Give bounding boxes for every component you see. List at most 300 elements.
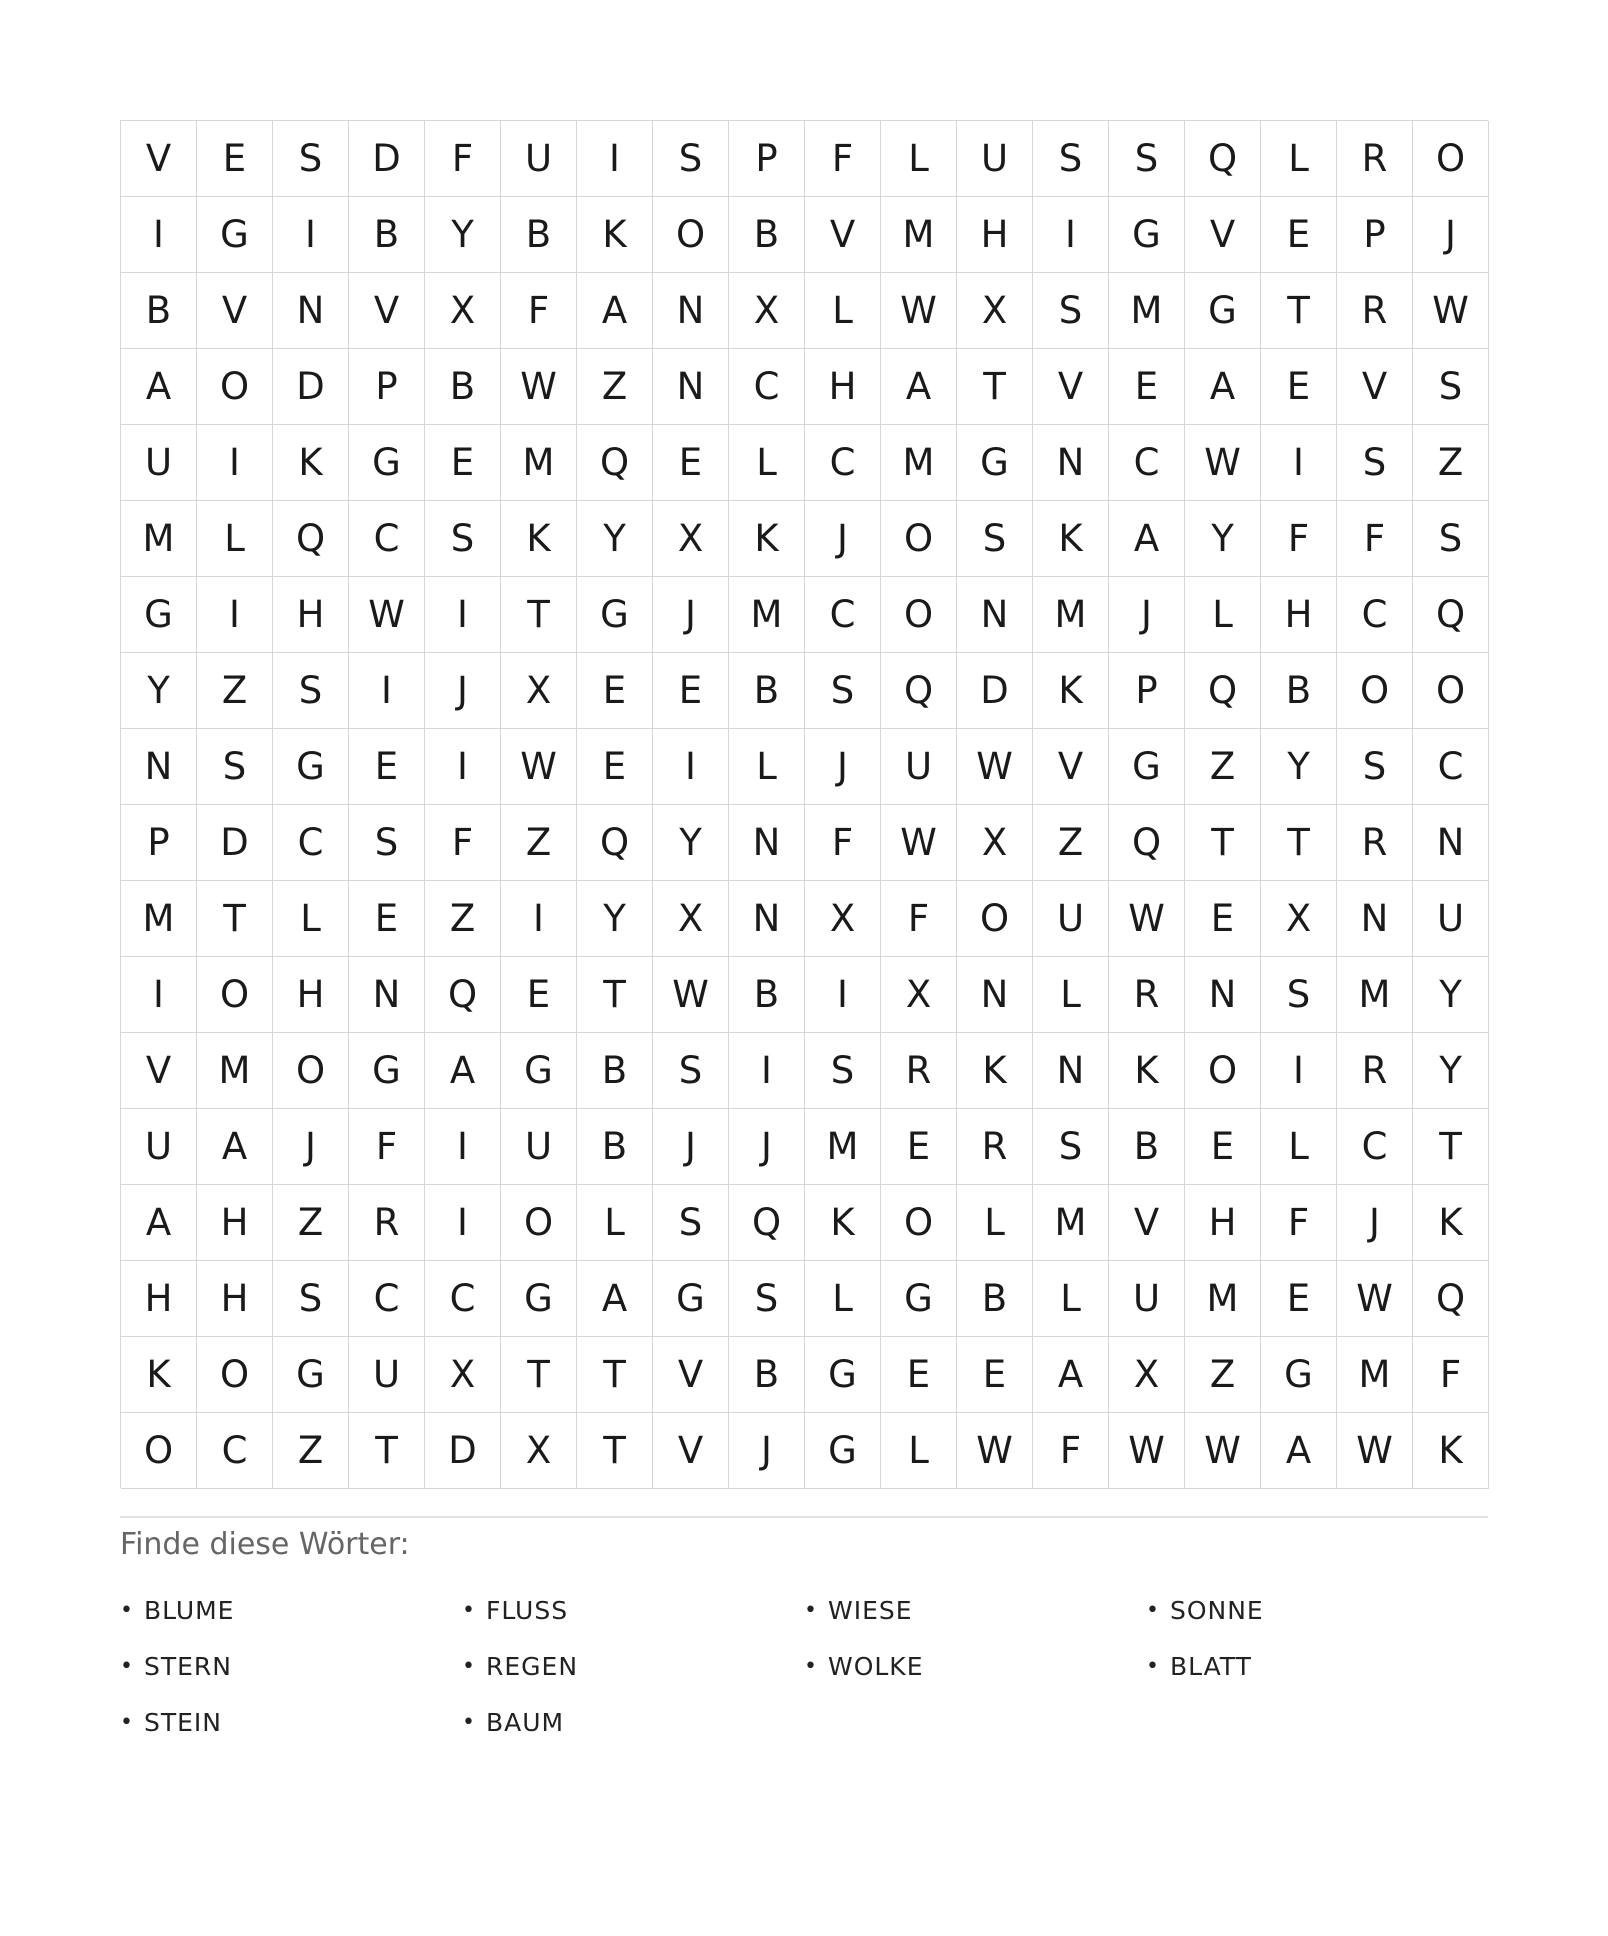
grid-cell[interactable]: B [1109,1109,1185,1185]
grid-cell[interactable]: H [957,197,1033,273]
grid-cell[interactable]: X [1261,881,1337,957]
grid-cell[interactable]: T [501,577,577,653]
grid-cell[interactable]: B [957,1261,1033,1337]
grid-cell[interactable]: Y [1413,1033,1489,1109]
grid-cell[interactable]: Q [425,957,501,1033]
grid-cell[interactable]: S [1033,273,1109,349]
grid-cell[interactable]: X [653,501,729,577]
grid-cell[interactable]: C [349,1261,425,1337]
grid-cell[interactable]: C [805,425,881,501]
grid-cell[interactable]: O [1337,653,1413,729]
grid-cell[interactable]: J [425,653,501,729]
grid-cell[interactable]: H [1261,577,1337,653]
grid-cell[interactable]: M [1337,1337,1413,1413]
grid-cell[interactable]: F [1413,1337,1489,1413]
grid-cell[interactable]: F [1261,1185,1337,1261]
grid-cell[interactable]: L [805,1261,881,1337]
grid-cell[interactable]: M [197,1033,273,1109]
grid-cell[interactable]: L [729,425,805,501]
grid-cell[interactable]: Z [273,1185,349,1261]
grid-cell[interactable]: F [805,121,881,197]
grid-cell[interactable]: Q [1109,805,1185,881]
grid-cell[interactable]: S [653,1185,729,1261]
grid-cell[interactable]: A [425,1033,501,1109]
grid-cell[interactable]: I [121,957,197,1033]
grid-cell[interactable]: W [957,1413,1033,1489]
grid-cell[interactable]: K [1413,1413,1489,1489]
grid-cell[interactable]: H [273,577,349,653]
grid-cell[interactable]: Z [197,653,273,729]
grid-cell[interactable]: I [729,1033,805,1109]
grid-cell[interactable]: M [121,881,197,957]
grid-cell[interactable]: C [1337,577,1413,653]
grid-cell[interactable]: F [881,881,957,957]
grid-cell[interactable]: U [957,121,1033,197]
grid-cell[interactable]: H [197,1185,273,1261]
grid-cell[interactable]: S [1033,1109,1109,1185]
grid-cell[interactable]: I [425,577,501,653]
grid-cell[interactable]: A [1033,1337,1109,1413]
grid-cell[interactable]: M [729,577,805,653]
grid-cell[interactable]: S [425,501,501,577]
grid-cell[interactable]: E [1261,349,1337,425]
grid-cell[interactable]: R [349,1185,425,1261]
grid-cell[interactable]: N [729,805,805,881]
grid-cell[interactable]: W [1185,1413,1261,1489]
grid-cell[interactable]: S [197,729,273,805]
grid-cell[interactable]: G [349,425,425,501]
grid-cell[interactable]: W [501,729,577,805]
grid-cell[interactable]: H [805,349,881,425]
grid-cell[interactable]: V [197,273,273,349]
grid-cell[interactable]: M [1185,1261,1261,1337]
grid-cell[interactable]: V [1033,349,1109,425]
grid-cell[interactable]: Z [1413,425,1489,501]
grid-cell[interactable]: Z [273,1413,349,1489]
grid-cell[interactable]: O [1413,653,1489,729]
grid-cell[interactable]: L [957,1185,1033,1261]
grid-cell[interactable]: L [729,729,805,805]
grid-cell[interactable]: E [1261,1261,1337,1337]
grid-cell[interactable]: M [121,501,197,577]
grid-cell[interactable]: S [653,121,729,197]
grid-cell[interactable]: F [1033,1413,1109,1489]
grid-cell[interactable]: C [349,501,425,577]
grid-cell[interactable]: F [425,805,501,881]
grid-cell[interactable]: X [425,1337,501,1413]
grid-cell[interactable]: T [349,1413,425,1489]
grid-cell[interactable]: I [425,1185,501,1261]
grid-cell[interactable]: C [1337,1109,1413,1185]
grid-cell[interactable]: U [881,729,957,805]
grid-cell[interactable]: U [121,1109,197,1185]
grid-cell[interactable]: G [1109,729,1185,805]
grid-cell[interactable]: L [1033,957,1109,1033]
grid-cell[interactable]: L [1185,577,1261,653]
grid-cell[interactable]: V [1109,1185,1185,1261]
grid-cell[interactable]: D [197,805,273,881]
grid-cell[interactable]: S [1109,121,1185,197]
grid-cell[interactable]: T [577,1413,653,1489]
grid-cell[interactable]: I [197,425,273,501]
grid-cell[interactable]: V [1033,729,1109,805]
grid-cell[interactable]: L [1261,1109,1337,1185]
grid-cell[interactable]: I [273,197,349,273]
grid-cell[interactable]: E [957,1337,1033,1413]
grid-cell[interactable]: E [1109,349,1185,425]
grid-cell[interactable]: Q [273,501,349,577]
grid-cell[interactable]: O [653,197,729,273]
grid-cell[interactable]: N [121,729,197,805]
grid-cell[interactable]: E [653,653,729,729]
grid-cell[interactable]: M [1337,957,1413,1033]
grid-cell[interactable]: L [1033,1261,1109,1337]
grid-cell[interactable]: D [349,121,425,197]
grid-cell[interactable]: R [881,1033,957,1109]
grid-cell[interactable]: N [1337,881,1413,957]
grid-cell[interactable]: G [1109,197,1185,273]
grid-cell[interactable]: X [501,653,577,729]
grid-cell[interactable]: C [1413,729,1489,805]
grid-cell[interactable]: G [805,1413,881,1489]
grid-cell[interactable]: A [577,1261,653,1337]
grid-cell[interactable]: T [1413,1109,1489,1185]
grid-cell[interactable]: F [501,273,577,349]
grid-cell[interactable]: S [805,1033,881,1109]
grid-cell[interactable]: O [881,501,957,577]
grid-cell[interactable]: R [1337,1033,1413,1109]
grid-cell[interactable]: D [957,653,1033,729]
grid-cell[interactable]: Z [501,805,577,881]
grid-cell[interactable]: K [273,425,349,501]
grid-cell[interactable]: E [349,729,425,805]
grid-cell[interactable]: Y [577,501,653,577]
grid-cell[interactable]: W [1337,1261,1413,1337]
grid-cell[interactable]: I [653,729,729,805]
grid-cell[interactable]: N [1413,805,1489,881]
grid-cell[interactable]: O [1185,1033,1261,1109]
grid-cell[interactable]: I [197,577,273,653]
grid-cell[interactable]: E [349,881,425,957]
grid-cell[interactable]: B [501,197,577,273]
grid-cell[interactable]: S [805,653,881,729]
grid-cell[interactable]: N [957,577,1033,653]
grid-cell[interactable]: Q [577,805,653,881]
grid-cell[interactable]: R [1337,273,1413,349]
grid-cell[interactable]: L [881,1413,957,1489]
grid-cell[interactable]: G [197,197,273,273]
grid-cell[interactable]: J [653,1109,729,1185]
grid-cell[interactable]: O [501,1185,577,1261]
grid-cell[interactable]: K [1109,1033,1185,1109]
grid-cell[interactable]: I [425,729,501,805]
grid-cell[interactable]: C [273,805,349,881]
grid-cell[interactable]: G [1185,273,1261,349]
grid-cell[interactable]: K [1033,653,1109,729]
grid-cell[interactable]: O [197,349,273,425]
grid-cell[interactable]: S [1337,425,1413,501]
grid-cell[interactable]: Y [1261,729,1337,805]
grid-cell[interactable]: H [273,957,349,1033]
grid-cell[interactable]: M [881,425,957,501]
grid-cell[interactable]: K [1033,501,1109,577]
grid-cell[interactable]: E [1185,881,1261,957]
grid-cell[interactable]: Z [1185,729,1261,805]
grid-cell[interactable]: R [1337,121,1413,197]
grid-cell[interactable]: O [197,1337,273,1413]
grid-cell[interactable]: Q [1185,121,1261,197]
grid-cell[interactable]: A [577,273,653,349]
grid-cell[interactable]: S [1413,349,1489,425]
grid-cell[interactable]: Y [653,805,729,881]
grid-cell[interactable]: E [1261,197,1337,273]
grid-cell[interactable]: K [577,197,653,273]
grid-cell[interactable]: J [729,1109,805,1185]
grid-cell[interactable]: W [1185,425,1261,501]
grid-cell[interactable]: S [273,121,349,197]
grid-cell[interactable]: N [349,957,425,1033]
grid-cell[interactable]: I [425,1109,501,1185]
grid-cell[interactable]: G [273,1337,349,1413]
grid-cell[interactable]: S [273,1261,349,1337]
grid-cell[interactable]: W [881,805,957,881]
grid-cell[interactable]: N [957,957,1033,1033]
grid-cell[interactable]: X [501,1413,577,1489]
grid-cell[interactable]: M [881,197,957,273]
grid-cell[interactable]: E [197,121,273,197]
grid-cell[interactable]: H [197,1261,273,1337]
grid-cell[interactable]: N [273,273,349,349]
grid-cell[interactable]: Y [425,197,501,273]
grid-cell[interactable]: F [1337,501,1413,577]
grid-cell[interactable]: B [577,1033,653,1109]
grid-cell[interactable]: W [349,577,425,653]
grid-cell[interactable]: B [729,1337,805,1413]
grid-cell[interactable]: W [881,273,957,349]
grid-cell[interactable]: W [1109,881,1185,957]
grid-cell[interactable]: U [1033,881,1109,957]
grid-cell[interactable]: P [729,121,805,197]
grid-cell[interactable]: K [729,501,805,577]
grid-cell[interactable]: X [425,273,501,349]
grid-cell[interactable]: S [1337,729,1413,805]
grid-cell[interactable]: I [577,121,653,197]
grid-cell[interactable]: J [653,577,729,653]
grid-cell[interactable]: H [1185,1185,1261,1261]
grid-cell[interactable]: A [1261,1413,1337,1489]
grid-cell[interactable]: T [577,1337,653,1413]
grid-cell[interactable]: I [349,653,425,729]
grid-cell[interactable]: Z [425,881,501,957]
grid-cell[interactable]: A [1185,349,1261,425]
grid-cell[interactable]: N [653,273,729,349]
grid-cell[interactable]: Q [577,425,653,501]
grid-cell[interactable]: W [957,729,1033,805]
grid-cell[interactable]: B [349,197,425,273]
grid-cell[interactable]: L [805,273,881,349]
grid-cell[interactable]: G [577,577,653,653]
grid-cell[interactable]: E [501,957,577,1033]
grid-cell[interactable]: B [425,349,501,425]
grid-cell[interactable]: Q [729,1185,805,1261]
grid-cell[interactable]: S [1413,501,1489,577]
grid-cell[interactable]: A [197,1109,273,1185]
grid-cell[interactable]: Z [1185,1337,1261,1413]
grid-cell[interactable]: V [805,197,881,273]
grid-cell[interactable]: J [729,1413,805,1489]
grid-cell[interactable]: T [501,1337,577,1413]
grid-cell[interactable]: L [577,1185,653,1261]
grid-cell[interactable]: F [349,1109,425,1185]
grid-cell[interactable]: X [653,881,729,957]
grid-cell[interactable]: T [1261,273,1337,349]
grid-cell[interactable]: K [1413,1185,1489,1261]
grid-cell[interactable]: O [881,1185,957,1261]
grid-cell[interactable]: I [1033,197,1109,273]
grid-cell[interactable]: S [1261,957,1337,1033]
grid-cell[interactable]: G [653,1261,729,1337]
grid-cell[interactable]: F [425,121,501,197]
grid-cell[interactable]: T [1185,805,1261,881]
grid-cell[interactable]: R [957,1109,1033,1185]
grid-cell[interactable]: I [805,957,881,1033]
grid-cell[interactable]: E [881,1109,957,1185]
grid-cell[interactable]: Z [577,349,653,425]
grid-cell[interactable]: G [881,1261,957,1337]
grid-cell[interactable]: V [1337,349,1413,425]
grid-cell[interactable]: E [425,425,501,501]
grid-cell[interactable]: T [577,957,653,1033]
grid-cell[interactable]: N [1185,957,1261,1033]
grid-cell[interactable]: D [425,1413,501,1489]
grid-cell[interactable]: O [881,577,957,653]
grid-cell[interactable]: J [805,501,881,577]
grid-cell[interactable]: B [121,273,197,349]
grid-cell[interactable]: K [805,1185,881,1261]
grid-cell[interactable]: I [121,197,197,273]
grid-cell[interactable]: V [653,1413,729,1489]
grid-cell[interactable]: Q [881,653,957,729]
grid-cell[interactable]: K [121,1337,197,1413]
grid-cell[interactable]: P [349,349,425,425]
grid-cell[interactable]: G [501,1033,577,1109]
grid-cell[interactable]: A [1109,501,1185,577]
grid-cell[interactable]: B [729,957,805,1033]
grid-cell[interactable]: O [957,881,1033,957]
grid-cell[interactable]: M [1033,577,1109,653]
grid-cell[interactable]: S [957,501,1033,577]
grid-cell[interactable]: G [1261,1337,1337,1413]
grid-cell[interactable]: V [121,1033,197,1109]
grid-cell[interactable]: O [197,957,273,1033]
grid-cell[interactable]: W [501,349,577,425]
grid-cell[interactable]: C [425,1261,501,1337]
grid-cell[interactable]: L [1261,121,1337,197]
grid-cell[interactable]: E [653,425,729,501]
grid-cell[interactable]: K [501,501,577,577]
grid-cell[interactable]: W [1413,273,1489,349]
grid-cell[interactable]: Q [1413,577,1489,653]
grid-cell[interactable]: Y [1413,957,1489,1033]
grid-cell[interactable]: Z [1033,805,1109,881]
grid-cell[interactable]: U [349,1337,425,1413]
grid-cell[interactable]: I [501,881,577,957]
grid-cell[interactable]: G [121,577,197,653]
grid-cell[interactable]: Y [121,653,197,729]
grid-cell[interactable]: P [1109,653,1185,729]
grid-cell[interactable]: M [501,425,577,501]
grid-cell[interactable]: N [1033,1033,1109,1109]
grid-cell[interactable]: I [1261,425,1337,501]
grid-cell[interactable]: U [1109,1261,1185,1337]
grid-cell[interactable]: L [197,501,273,577]
grid-cell[interactable]: V [653,1337,729,1413]
grid-cell[interactable]: A [121,1185,197,1261]
grid-cell[interactable]: C [729,349,805,425]
grid-cell[interactable]: X [881,957,957,1033]
grid-cell[interactable]: F [1261,501,1337,577]
grid-cell[interactable]: B [1261,653,1337,729]
grid-cell[interactable]: C [197,1413,273,1489]
grid-cell[interactable]: V [1185,197,1261,273]
grid-cell[interactable]: U [501,1109,577,1185]
grid-cell[interactable]: J [1337,1185,1413,1261]
grid-cell[interactable]: J [1413,197,1489,273]
grid-cell[interactable]: H [121,1261,197,1337]
grid-cell[interactable]: N [729,881,805,957]
grid-cell[interactable]: O [121,1413,197,1489]
grid-cell[interactable]: E [1185,1109,1261,1185]
grid-cell[interactable]: G [501,1261,577,1337]
grid-cell[interactable]: B [729,197,805,273]
grid-cell[interactable]: G [349,1033,425,1109]
grid-cell[interactable]: R [1109,957,1185,1033]
grid-cell[interactable]: S [729,1261,805,1337]
grid-cell[interactable]: J [1109,577,1185,653]
grid-cell[interactable]: A [121,349,197,425]
grid-cell[interactable]: E [577,729,653,805]
grid-cell[interactable]: X [729,273,805,349]
grid-cell[interactable]: W [653,957,729,1033]
grid-cell[interactable]: M [805,1109,881,1185]
grid-cell[interactable]: U [501,121,577,197]
grid-cell[interactable]: U [121,425,197,501]
grid-cell[interactable]: R [1337,805,1413,881]
grid-cell[interactable]: O [273,1033,349,1109]
grid-cell[interactable]: E [881,1337,957,1413]
grid-cell[interactable]: J [805,729,881,805]
grid-cell[interactable]: P [1337,197,1413,273]
grid-cell[interactable]: E [577,653,653,729]
grid-cell[interactable]: S [349,805,425,881]
grid-cell[interactable]: G [957,425,1033,501]
grid-cell[interactable]: S [1033,121,1109,197]
grid-cell[interactable]: V [121,121,197,197]
grid-cell[interactable]: Q [1185,653,1261,729]
grid-cell[interactable]: M [1033,1185,1109,1261]
grid-cell[interactable]: T [197,881,273,957]
grid-cell[interactable]: F [805,805,881,881]
grid-cell[interactable]: Y [1185,501,1261,577]
grid-cell[interactable]: X [957,805,1033,881]
grid-cell[interactable]: S [273,653,349,729]
grid-cell[interactable]: Q [1413,1261,1489,1337]
grid-cell[interactable]: D [273,349,349,425]
grid-cell[interactable]: C [805,577,881,653]
grid-cell[interactable]: T [1261,805,1337,881]
grid-cell[interactable]: M [1109,273,1185,349]
grid-cell[interactable]: G [273,729,349,805]
